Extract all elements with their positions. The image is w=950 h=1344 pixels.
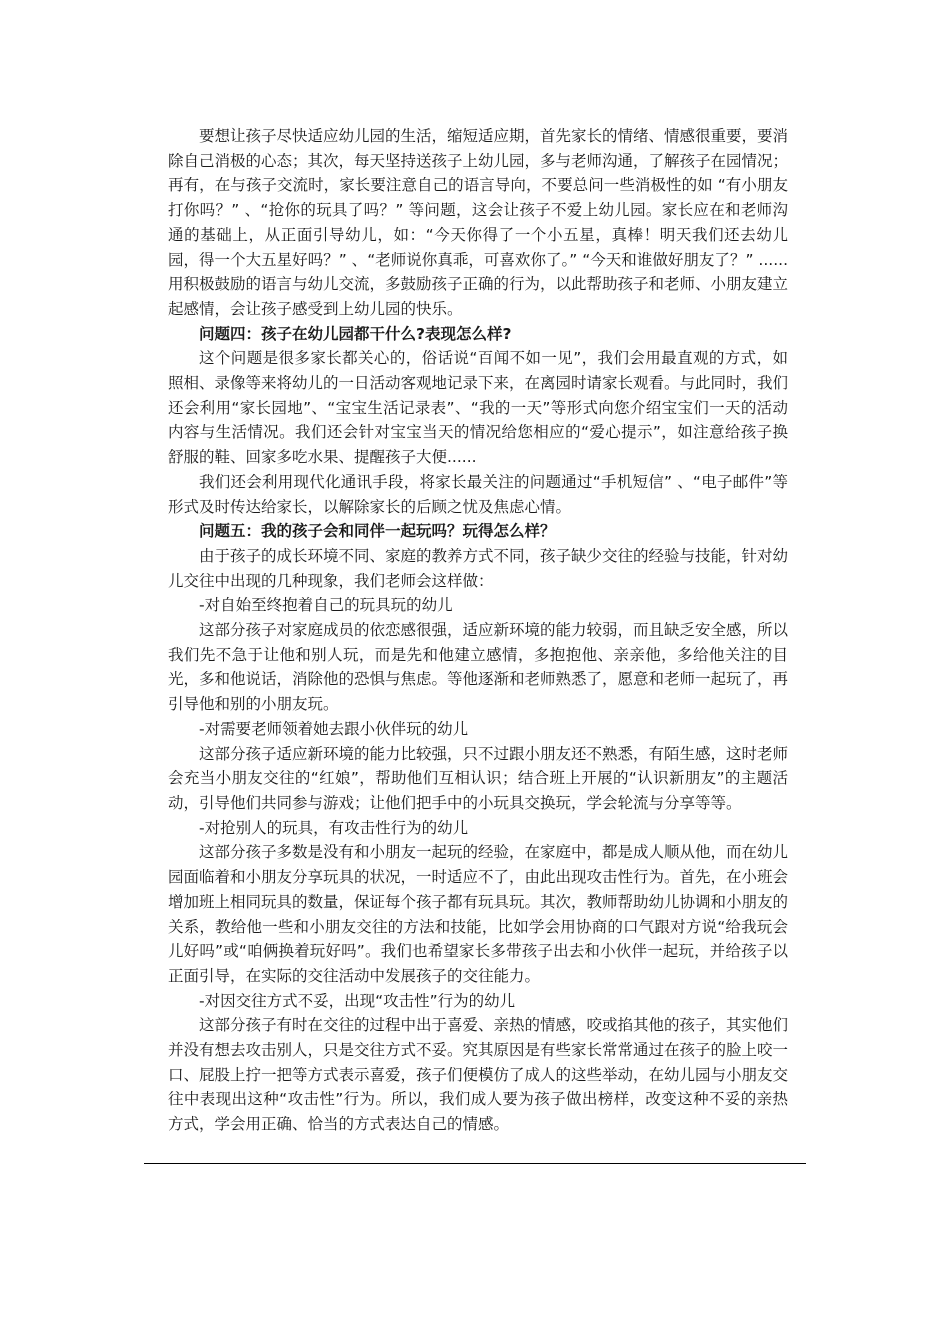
question-five-heading: 问题五：我的孩子会和同伴一起玩吗？玩得怎么样？: [199, 522, 556, 541]
paragraph-communication-tools: 我们还会利用现代化通讯手段，将家长最关注的问题通过“手机短信” 、“电子邮件”等形式及时传达给家长，以解除家长的后顾之忧及焦虑心情。: [168, 472, 788, 516]
paragraph-teacher-led: 这部分孩子适应新环境的能力比较强，只不过跟小朋友还不熟悉，有陌生感，这时老师会充当小朋友交往的“红娘”，帮助他们互相认识；结合班上开展的“认识新朋友”的主题活动，引导他们共同参与游戏；让他们把手中的小玩具交换玩，学会轮流与分享等等。: [168, 744, 789, 812]
document-body: [168, 124, 788, 1137]
paragraph-daily-activities: 这个问题是很多家长都关心的，俗话说“百闻不如一见”，我们会用最直观的方式，如照相、录像等来将幼儿的一日活动客观地记录下来，在离园时请家长观看。与此同时，我们还会利用“家长园地”、“宝宝生活记录表”、“我的一天”等形式向您介绍宝宝们一天的活动内容与生活情况。我们还会针对宝宝当天的情况给您相应的“爱心提示”，如注意给孩子换舒服的鞋、回家多吃水果、提醒孩子大便......: [168, 349, 789, 467]
footer-divider-line: [144, 1163, 806, 1164]
subheading-own-toys: -对自始至终抱着自己的玩具玩的幼儿: [199, 596, 453, 615]
subheading-grabbing-toys: -对抢别人的玩具，有攻击性行为的幼儿: [199, 818, 469, 837]
paragraph-intro-advice: 要想让孩子尽快适应幼儿园的生活，缩短适应期，首先家长的情绪、情感很重要，要消除自己消极的心态；其次，每天坚持送孩子上幼儿园，多与老师沟通，了解孩子在园情况；再有，在与孩子交流时，家长要注意自己的语言导向，不要总问一些消极性的如 “有小朋友打你吗？” 、“抢你的玩具了吗？” 等问题，这会让孩子不爱上幼儿园。家长应在和老师沟通的基础上，从正面引导幼儿，如：“今天你得了一个小五星，真棒！明天我们还去幼儿园，得一个大五星好吗？” 、“老师说你真乖，可喜欢你了。” “今天和谁做好朋友了？” ......用积极鼓励的语言与幼儿交流，多鼓励孩子正确的行为，以此帮助孩子和老师、小朋友建立起感情，会让孩子感受到上幼儿园的快乐。: [168, 127, 789, 318]
subheading-improper-interaction: -对因交往方式不妥，出现“攻击性”行为的幼儿: [199, 991, 516, 1010]
paragraph-own-toys: 这部分孩子对家庭成员的依恋感很强，适应新环境的能力较弱，而且缺乏安全感，所以我们先不急于让他和别人玩，而是先和他建立感情，多抱抱他、亲亲他，多给他关注的目光，多和他说话，消除他的恐惧与焦虑。等他逐渐和老师熟悉了，愿意和老师一起玩了，再引导他和别的小朋友玩。: [168, 621, 789, 714]
question-four-heading: 问题四：孩子在幼儿园都干什么?表现怎么样?: [199, 324, 512, 343]
paragraph-peer-play-intro: 由于孩子的成长环境不同、家庭的教养方式不同，孩子缺少交往的经验与技能，针对幼儿交往中出现的几种现象，我们老师会这样做：: [168, 546, 789, 590]
subheading-teacher-led: -对需要老师领着她去跟小伙伴玩的幼儿: [199, 719, 469, 738]
paragraph-grabbing-toys: 这部分孩子多数是没有和小朋友一起玩的经验，在家庭中，都是成人顺从他，而在幼儿园面临着和小朋友分享玩具的状况，一时适应不了，由此出现攻击性行为。首先，在小班会增加班上相同玩具的数量，保证每个孩子都有玩具玩。其次，教师帮助幼儿协调和小朋友的关系，教给他一些和小朋友交往的方法和技能，比如学会用协商的口气跟对方说“给我玩会儿好吗”或“咱俩换着玩好吗”。我们也希望家长多带孩子出去和小伙伴一起玩，并给孩子以正面引导，在实际的交往活动中发展孩子的交往能力。: [168, 843, 789, 985]
paragraph-improper-interaction: 这部分孩子有时在交往的过程中出于喜爱、亲热的情感，咬或掐其他的孩子，其实他们并没有想去攻击别人，只是交往方式不妥。究其原因是有些家长常常通过在孩子的脸上咬一口、屁股上拧一把等方式表示喜爱，孩子们便模仿了成人的这些举动，在幼儿园与小朋友交往中表现出这种“攻击性”行为。所以，我们成人要为孩子做出榜样，改变这种不妥的亲热方式，学会用正确、恰当的方式表达自己的情感。: [168, 1016, 789, 1134]
